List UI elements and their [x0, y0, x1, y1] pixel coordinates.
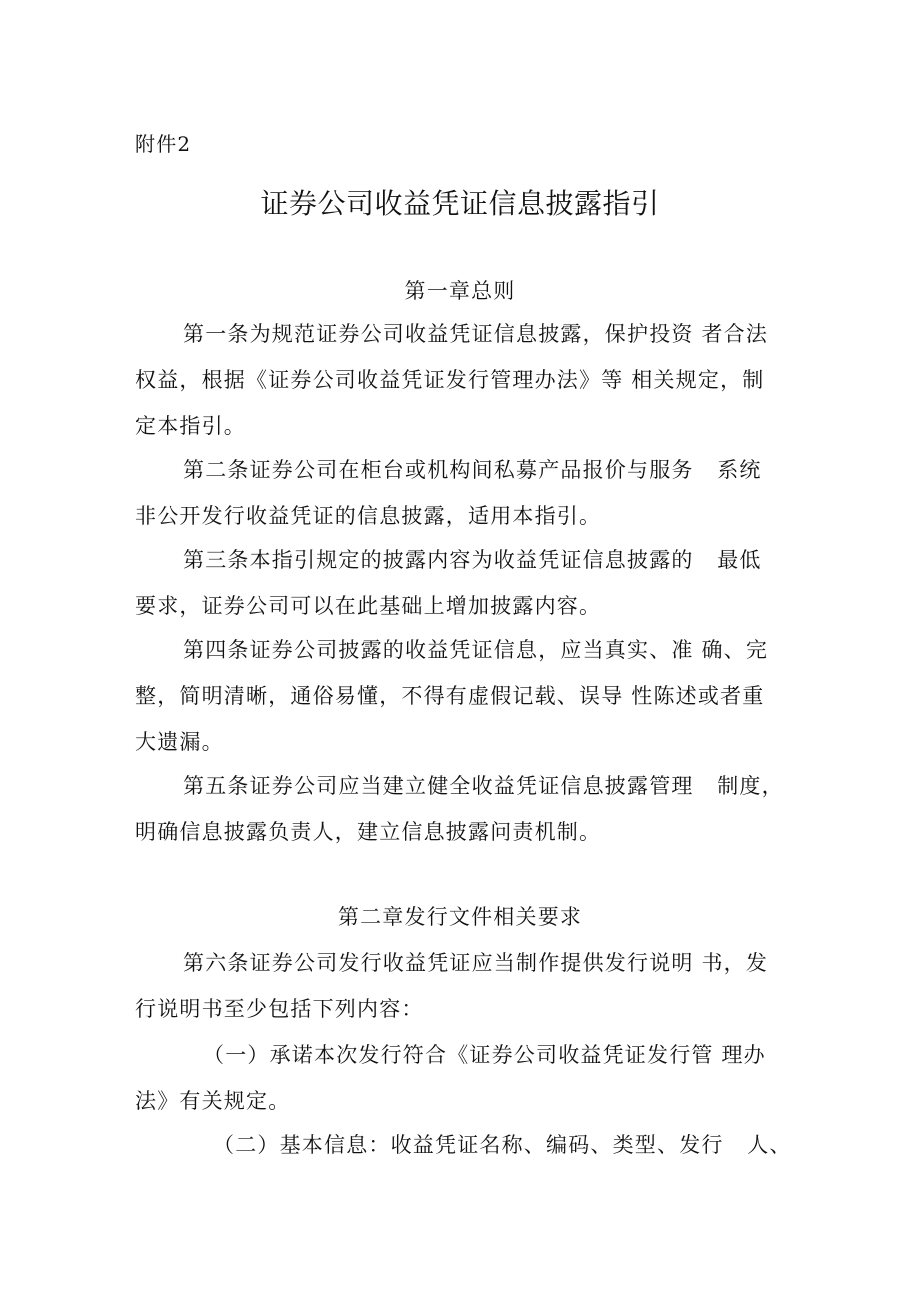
paragraph-line: 行说明书至少包括下列内容：: [135, 997, 424, 1021]
chapter-2-heading: 第二章发行文件相关要求: [337, 905, 583, 929]
paragraph-line: 非公开发行收益凭证的信息披露，适用本指引。: [135, 504, 602, 528]
document-title: 证券公司收益凭证信息披露指引: [260, 187, 660, 220]
chapter-1-heading: 第一章总则: [404, 279, 516, 303]
paragraph-line: 定本指引。: [135, 414, 246, 438]
paragraph-line: 第一条为规范证券公司收益凭证信息披露，保护投资 者合法: [183, 322, 769, 346]
attachment-label: 附件2: [135, 132, 192, 156]
paragraph-line: 明确信息披露负责人，建立信息披露问责机制。: [135, 820, 602, 844]
paragraph-line: 第三条本指引规定的披露内容为收益凭证信息披露的 最低: [183, 548, 762, 572]
paragraph-line: 第二条证券公司在柜台或机构间私募产品报价与服务 系统: [183, 458, 762, 482]
paragraph-line: 第五条证券公司应当建立健全收益凭证信息披露管理 制度，: [183, 774, 784, 798]
paragraph-line: 第六条证券公司发行收益凭证应当制作提供发行说明 书，发: [183, 951, 769, 975]
paragraph-line: 第四条证券公司披露的收益凭证信息，应当真实、准 确、完: [183, 638, 769, 662]
paragraph-line: 要求，证券公司可以在此基础上增加披露内容。: [135, 594, 602, 618]
paragraph-line: 整，简明清晰，通俗易懂，不得有虚假记载、误导 性陈述或者重: [135, 684, 765, 708]
list-item-line: （二）基本信息：收益凭证名称、编码、类型、发行 人、: [213, 1133, 792, 1157]
list-item-line: 法》有关规定。: [135, 1089, 291, 1113]
list-item-line: （一）承诺本次发行符合《证券公司收益凭证发行管 理办: [203, 1043, 766, 1067]
paragraph-line: 大遗漏。: [135, 730, 224, 754]
paragraph-line: 权益，根据《证券公司收益凭证发行管理办法》等 相关规定，制: [135, 368, 765, 392]
